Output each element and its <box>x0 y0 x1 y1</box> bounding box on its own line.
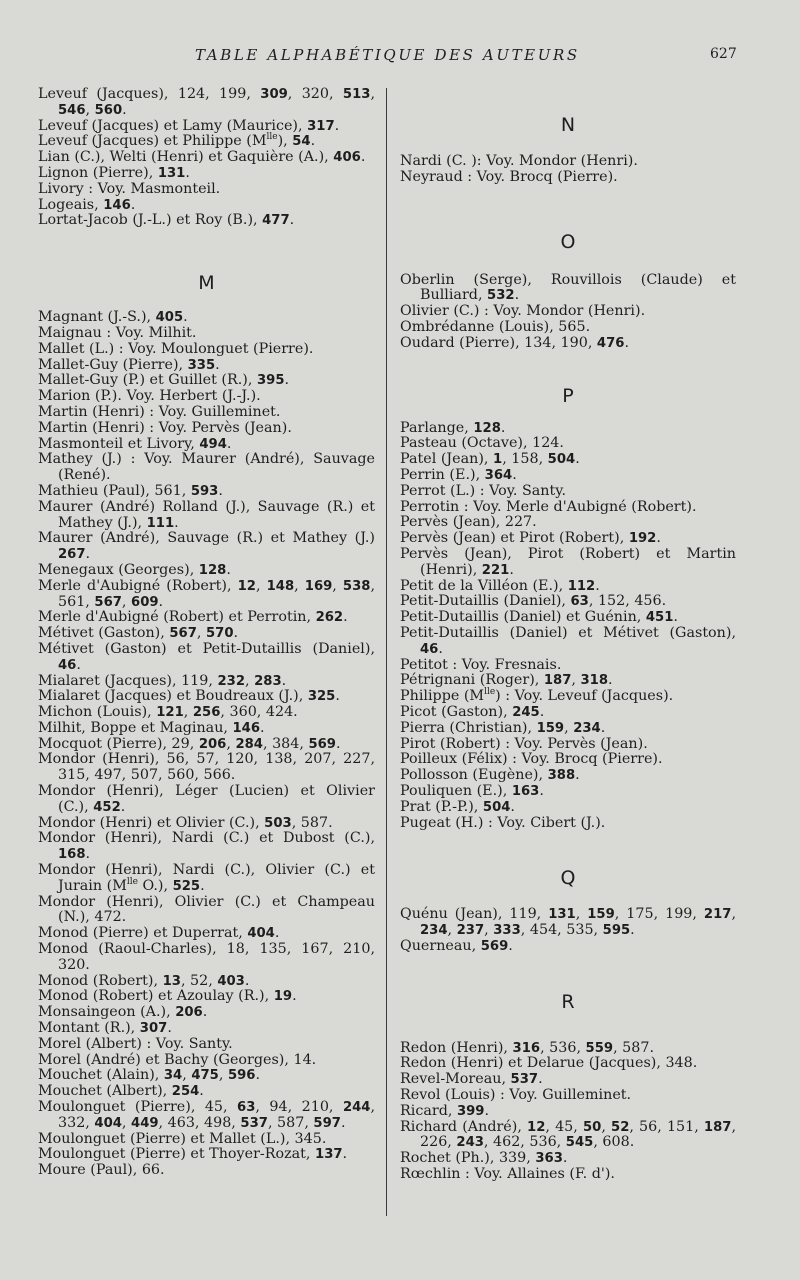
index-entry: Patel (Jean), 1, 158, 504. <box>400 451 580 468</box>
index-entry: Mouchet (Alain), 34, 475, 596. <box>38 1067 261 1084</box>
letter-heading-P: P <box>562 384 574 407</box>
index-entry: Métivet (Gaston), 567, 570. <box>38 625 239 642</box>
index-entry: Oudard (Pierre), 134, 190, 476. <box>400 334 629 351</box>
index-entry: Redon (Henri), 316, 536, 559, 587. <box>400 1039 654 1056</box>
index-entry: Mocquot (Pierre), 29, 206, 284, 384, 569. <box>38 735 341 752</box>
index-entry: Moulonguet (Pierre), 45, 63, 94, 210, 244, 332, 404, 449, 463, 498, 537, 587, 597. <box>38 1099 376 1131</box>
index-entry: Merle d'Aubigné (Robert) et Perrotin, 262. <box>38 609 348 626</box>
index-entry: Moulonguet (Pierre) et Mallet (L.), 345. <box>38 1130 327 1147</box>
index-entry: Neyraud : Voy. Brocq (Pierre). <box>400 168 618 185</box>
index-entry: Métivet (Gaston) et Petit-Dutaillis (Daniel), 46. <box>38 640 375 673</box>
index-entry: Pollosson (Eugène), 388. <box>400 767 580 784</box>
index-entry: Petitot : Voy. Fresnais. <box>400 656 562 673</box>
page-number: 627 <box>710 46 737 62</box>
index-entry: Mathey (J.) : Voy. Maurer (André), Sauvage (René). <box>38 451 375 484</box>
index-entry: Oberlin (Serge), Rouvillois (Claude) et Bulliard, 532. <box>400 271 736 304</box>
left-column <box>38 87 375 1179</box>
index-entry: Quénu (Jean), 119, 131, 159, 175, 199, 217, 234, 237, 333, 454, 535, 595. <box>400 906 736 939</box>
index-entry: Maurer (André), Sauvage (R.) et Mathey (J.) 267. <box>38 530 375 563</box>
index-entry: Philippe $(M^{lle})$ : Voy. Leveuf (Jacques). <box>400 687 674 705</box>
index-entry: Pervès (Jean) et Pirot (Robert), 192. <box>400 530 661 547</box>
index-entry: Mialaret (Jacques), 119, 232, 283. <box>38 672 287 689</box>
index-entry: Montant (R.), 307. <box>38 1020 172 1037</box>
index-entry: Leveuf (Jacques) et Philippe $(M^{lle})$, 54. <box>38 132 316 150</box>
index-entry: Michon (Louis), 121, 256, 360, 424. <box>38 704 298 721</box>
R-section <box>400 1041 736 1183</box>
index-entry: Petit-Dutaillis (Daniel) et Guénin, 451. <box>400 609 678 626</box>
index-entry: Monsaingeon (A.), 206. <box>38 1004 208 1021</box>
letter-heading-Q: Q <box>560 867 576 890</box>
index-entry: Poilleux (Félix) : Voy. Brocq (Pierre). <box>400 751 663 768</box>
index-entry: Petit de la Villéon (E.), 112. <box>400 577 600 594</box>
letter-heading-O: O <box>560 230 576 253</box>
index-entry: Maurer (André) Rolland (J.), Sauvage (R.) et Mathey (J.), 111. <box>38 498 375 531</box>
index-entry: Revel-Moreau, 537. <box>400 1071 543 1088</box>
index-entry: Logeais, 146. <box>38 196 136 213</box>
header-title: TABLE ALPHABÉTIQUE DES AUTEURS <box>195 46 580 64</box>
index-entry: Milhit, Boppe et Maginau, 146. <box>38 719 265 736</box>
index-entry: Ricard, 399. <box>400 1102 490 1119</box>
index-entry: Monod (Robert), 13, 52, 403. <box>38 972 250 989</box>
index-entry: Mondor (Henri), 56, 57, 120, 138, 207, 227, 315, 497, 507, 560, 566. <box>38 751 375 784</box>
index-entry: Perrot (L.) : Voy. Santy. <box>400 482 566 499</box>
index-entry: Lian (C.), Welti (Henri) et Gaquière (A.), 406. <box>38 149 366 166</box>
index-entry: Moulonguet (Pierre) et Thoyer-Rozat, 137. <box>38 1146 348 1163</box>
index-entry: Rœchlin : Voy. Allaines (F. d'). <box>400 1166 615 1183</box>
index-entry: Mondor (Henri) et Olivier (C.), 503, 587. <box>38 814 333 831</box>
index-entry: Magnant (J.-S.), 405. <box>38 309 188 326</box>
Q-section <box>400 907 736 954</box>
running-header <box>0 46 800 66</box>
index-entry: Monod (Raoul-Charles), 18, 135, 167, 210, 320. <box>38 941 375 973</box>
index-entry: Leveuf (Jacques) et Lamy (Maurice), 317. <box>38 117 340 134</box>
index-entry: Petit-Dutaillis (Daniel), 63, 152, 456. <box>400 593 667 610</box>
index-entry: Martin (Henri) : Voy. Guilleminet. <box>38 403 281 420</box>
column-divider <box>386 88 387 1216</box>
index-entry: Merle d'Aubigné (Robert), 12, 148, 169, 538, 561, 567, 609. <box>38 577 375 610</box>
M-section <box>38 310 375 1179</box>
index-entry: Masmonteil et Livory, 494. <box>38 435 232 452</box>
index-entry: Maignau : Voy. Milhit. <box>38 324 197 341</box>
letter-heading-R: R <box>561 990 575 1013</box>
index-entry: Ombrédanne (Louis), 565. <box>400 318 591 335</box>
index-entry: Livory : Voy. Masmonteil. <box>38 180 221 197</box>
index-entry: Mondor (Henri), Nardi (C.), Olivier (C.) et Jurain ($M^{lle}$ O.), 525. <box>38 862 375 894</box>
index-entry: Mondor (Henri), Léger (Lucien) et Olivier (C.), 452. <box>38 783 375 815</box>
index-entry: Perrotin : Voy. Merle d'Aubigné (Robert). <box>400 498 697 515</box>
index-entry: Pervès (Jean), 227. <box>400 514 537 531</box>
index-entry: Rochet (Ph.), 339, 363. <box>400 1150 568 1167</box>
index-entry: Perrin (E.), 364. <box>400 466 517 483</box>
right-column <box>400 114 736 1183</box>
index-entry: Morel (André) et Bachy (Georges), 14. <box>38 1051 317 1068</box>
index-entry: Moure (Paul), 66. <box>38 1162 165 1179</box>
O-section <box>400 273 736 352</box>
P-section <box>400 421 736 832</box>
index-entry: Pasteau (Octave), 124. <box>400 435 564 452</box>
index-entry: Pugeat (H.) : Voy. Cibert (J.). <box>400 814 606 831</box>
letter-heading-N: N <box>560 114 576 136</box>
index-entry: Olivier (C.) : Voy. Mondor (Henri). <box>400 303 646 320</box>
index-entry: Richard (André), 12, 45, 50, 52, 56, 151, 187, 226, 243, 462, 536, 545, 608. <box>400 1118 736 1151</box>
index-entry: Mondor (Henri), Nardi (C.) et Dubost (C.), 168. <box>38 830 375 863</box>
index-entry: Redon (Henri) et Delarue (Jacques), 348. <box>400 1055 698 1072</box>
N-section <box>400 154 736 186</box>
index-entry: Mallet (L.) : Voy. Moulonguet (Pierre). <box>38 340 314 357</box>
index-entry: Mallet-Guy (Pierre), 335. <box>38 356 220 373</box>
letter-heading-M: M <box>198 272 215 295</box>
index-entry: Leveuf (Jacques), 124, 199, 309, 320, 513, 546, 560. <box>38 86 375 118</box>
index-entry: Mialaret (Jacques) et Boudreaux (J.), 325. <box>38 688 340 705</box>
index-entry: Querneau, 569. <box>400 937 513 954</box>
index-entry: Nardi (C. ): Voy. Mondor (Henri). <box>400 153 638 169</box>
index-entry: Martin (Henri) : Voy. Pervès (Jean). <box>38 419 292 436</box>
index-entry: Pétrignani (Roger), 187, 318. <box>400 672 613 689</box>
index-entry: Prat (P.-P.), 504. <box>400 798 515 815</box>
index-entry: Lortat-Jacob (J.-L.) et Roy (B.), 477. <box>38 212 295 229</box>
index-entry: Parlange, 128. <box>400 419 506 436</box>
index-entry: Morel (Albert) : Voy. Santy. <box>38 1035 233 1052</box>
index-entry: Monod (Pierre) et Duperrat, 404. <box>38 925 280 942</box>
index-entry: Revol (Louis) : Voy. Guilleminet. <box>400 1087 632 1104</box>
index-entry: Picot (Gaston), 245. <box>400 703 545 720</box>
index-entry: Petit-Dutaillis (Daniel) et Métivet (Gaston), 46. <box>400 624 736 657</box>
index-entry: Mondor (Henri), Olivier (C.) et Champeau (N.), 472. <box>38 893 375 926</box>
index-entry: Menegaux (Georges), 128. <box>38 561 231 578</box>
index-entry: Pervès (Jean), Pirot (Robert) et Martin (Henri), 221. <box>400 545 736 578</box>
index-entry: Mouchet (Albert), 254. <box>38 1083 204 1100</box>
index-entry: Pirot (Robert) : Voy. Pervès (Jean). <box>400 735 648 752</box>
index-entry: Pouliquen (E.), 163. <box>400 782 544 799</box>
index-entry: Lignon (Pierre), 131. <box>38 164 190 181</box>
index-entry: Monod (Robert) et Azoulay (R.), 19. <box>38 988 297 1005</box>
L-section <box>38 87 375 229</box>
index-entry: Mathieu (Paul), 561, 593. <box>38 482 223 499</box>
index-entry: Mallet-Guy (P.) et Guillet (R.), 395. <box>38 372 290 389</box>
index-entry: Pierra (Christian), 159, 234. <box>400 719 606 736</box>
index-entry: Marion (P.). Voy. Herbert (J.-J.). <box>38 388 261 405</box>
